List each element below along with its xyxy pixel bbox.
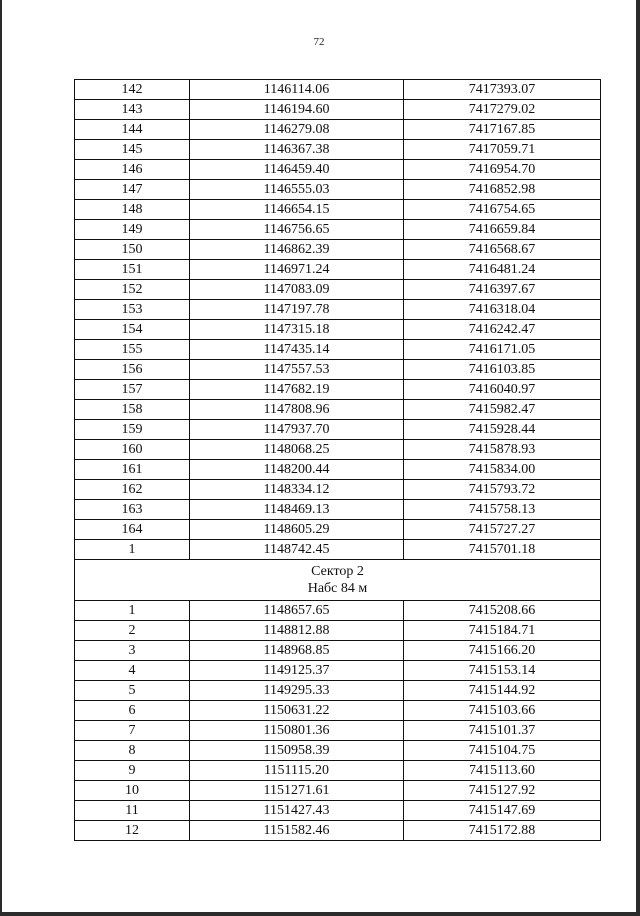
x-coordinate-cell: 1148605.29 — [190, 520, 404, 540]
x-coordinate-cell: 1150631.22 — [190, 701, 404, 721]
x-coordinate-cell: 1147808.96 — [190, 400, 404, 420]
table-row — [75, 460, 601, 480]
point-number-cell: 4 — [75, 661, 190, 681]
table-row — [75, 520, 601, 540]
x-coordinate-cell: 1146459.40 — [190, 160, 404, 180]
y-coordinate-cell: 7416954.70 — [404, 160, 601, 180]
x-coordinate-cell: 1148200.44 — [190, 460, 404, 480]
y-coordinate-cell: 7416242.47 — [404, 320, 601, 340]
table-row — [75, 180, 601, 200]
point-number-cell: 144 — [75, 120, 190, 140]
point-number-cell: 142 — [75, 80, 190, 100]
table-row — [75, 500, 601, 520]
table-row — [75, 260, 601, 280]
point-number-cell: 162 — [75, 480, 190, 500]
point-number-cell: 156 — [75, 360, 190, 380]
x-coordinate-cell: 1148657.65 — [190, 601, 404, 621]
x-coordinate-cell: 1148469.13 — [190, 500, 404, 520]
point-number-cell: 161 — [75, 460, 190, 480]
x-coordinate-cell: 1148812.88 — [190, 621, 404, 641]
point-number-cell: 148 — [75, 200, 190, 220]
table-row — [75, 200, 601, 220]
y-coordinate-cell: 7416171.05 — [404, 340, 601, 360]
y-coordinate-cell: 7415928.44 — [404, 420, 601, 440]
y-coordinate-cell: 7415103.66 — [404, 701, 601, 721]
section-title: Сектор 2 — [311, 564, 364, 579]
y-coordinate-cell: 7416481.24 — [404, 260, 601, 280]
x-coordinate-cell: 1148334.12 — [190, 480, 404, 500]
table-row — [75, 821, 601, 841]
x-coordinate-cell: 1149125.37 — [190, 661, 404, 681]
table-row — [75, 280, 601, 300]
page-number: 72 — [313, 36, 325, 48]
y-coordinate-cell: 7415101.37 — [404, 721, 601, 741]
x-coordinate-cell: 1146654.15 — [190, 200, 404, 220]
y-coordinate-cell: 7415113.60 — [404, 761, 601, 781]
x-coordinate-cell: 1151582.46 — [190, 821, 404, 841]
point-number-cell: 8 — [75, 741, 190, 761]
x-coordinate-cell: 1146971.24 — [190, 260, 404, 280]
table-row — [75, 661, 601, 681]
y-coordinate-cell: 7416568.67 — [404, 240, 601, 260]
table-row — [75, 741, 601, 761]
y-coordinate-cell: 7415166.20 — [404, 641, 601, 661]
x-coordinate-cell: 1147937.70 — [190, 420, 404, 440]
y-coordinate-cell: 7417059.71 — [404, 140, 601, 160]
y-coordinate-cell: 7416318.04 — [404, 300, 601, 320]
table-row — [75, 160, 601, 180]
point-number-cell: 9 — [75, 761, 190, 781]
point-number-cell: 160 — [75, 440, 190, 460]
table-row — [75, 240, 601, 260]
x-coordinate-cell: 1147435.14 — [190, 340, 404, 360]
x-coordinate-cell: 1146279.08 — [190, 120, 404, 140]
point-number-cell: 1 — [75, 601, 190, 621]
table-row — [75, 380, 601, 400]
table-row — [75, 681, 601, 701]
y-coordinate-cell: 7416852.98 — [404, 180, 601, 200]
y-coordinate-cell: 7415758.13 — [404, 500, 601, 520]
table-row — [75, 601, 601, 621]
x-coordinate-cell: 1147682.19 — [190, 380, 404, 400]
y-coordinate-cell: 7415147.69 — [404, 801, 601, 821]
table-row — [75, 80, 601, 100]
point-number-cell: 159 — [75, 420, 190, 440]
point-number-cell: 12 — [75, 821, 190, 841]
x-coordinate-cell: 1151271.61 — [190, 781, 404, 801]
y-coordinate-cell: 7415127.92 — [404, 781, 601, 801]
table-row — [75, 641, 601, 661]
table-row — [75, 721, 601, 741]
point-number-cell: 164 — [75, 520, 190, 540]
point-number-cell: 1 — [75, 540, 190, 560]
table-row — [75, 621, 601, 641]
point-number-cell: 6 — [75, 701, 190, 721]
point-number-cell: 149 — [75, 220, 190, 240]
table-row — [75, 420, 601, 440]
y-coordinate-cell: 7415153.14 — [404, 661, 601, 681]
table-row — [75, 100, 601, 120]
y-coordinate-cell: 7416040.97 — [404, 380, 601, 400]
y-coordinate-cell: 7417279.02 — [404, 100, 601, 120]
point-number-cell: 155 — [75, 340, 190, 360]
x-coordinate-cell: 1146756.65 — [190, 220, 404, 240]
point-number-cell: 146 — [75, 160, 190, 180]
y-coordinate-cell: 7415727.27 — [404, 520, 601, 540]
table-row — [75, 300, 601, 320]
x-coordinate-cell: 1146114.06 — [190, 80, 404, 100]
table-row — [75, 320, 601, 340]
y-coordinate-cell: 7416103.85 — [404, 360, 601, 380]
coordinates-table — [74, 79, 601, 841]
y-coordinate-cell: 7415793.72 — [404, 480, 601, 500]
y-coordinate-cell: 7415104.75 — [404, 741, 601, 761]
table-row — [75, 400, 601, 420]
point-number-cell: 5 — [75, 681, 190, 701]
table-row — [75, 801, 601, 821]
point-number-cell: 11 — [75, 801, 190, 821]
y-coordinate-cell: 7415184.71 — [404, 621, 601, 641]
table-row — [75, 140, 601, 160]
y-coordinate-cell: 7416659.84 — [404, 220, 601, 240]
x-coordinate-cell: 1148968.85 — [190, 641, 404, 661]
section-header-cell — [75, 560, 601, 601]
table-row — [75, 440, 601, 460]
coordinates-table-body-sector-2 — [75, 601, 601, 841]
point-number-cell: 145 — [75, 140, 190, 160]
x-coordinate-cell: 1146194.60 — [190, 100, 404, 120]
point-number-cell: 147 — [75, 180, 190, 200]
point-number-cell: 2 — [75, 621, 190, 641]
table-row — [75, 480, 601, 500]
table-row — [75, 360, 601, 380]
section-header-row — [75, 560, 601, 601]
table-row — [75, 340, 601, 360]
x-coordinate-cell: 1149295.33 — [190, 681, 404, 701]
y-coordinate-cell: 7416397.67 — [404, 280, 601, 300]
y-coordinate-cell: 7415701.18 — [404, 540, 601, 560]
point-number-cell: 158 — [75, 400, 190, 420]
point-number-cell: 154 — [75, 320, 190, 340]
x-coordinate-cell: 1148742.45 — [190, 540, 404, 560]
y-coordinate-cell: 7417167.85 — [404, 120, 601, 140]
point-number-cell: 10 — [75, 781, 190, 801]
x-coordinate-cell: 1148068.25 — [190, 440, 404, 460]
point-number-cell: 150 — [75, 240, 190, 260]
y-coordinate-cell: 7415834.00 — [404, 460, 601, 480]
point-number-cell: 157 — [75, 380, 190, 400]
x-coordinate-cell: 1146555.03 — [190, 180, 404, 200]
x-coordinate-cell: 1151115.20 — [190, 761, 404, 781]
y-coordinate-cell: 7415982.47 — [404, 400, 601, 420]
point-number-cell: 143 — [75, 100, 190, 120]
y-coordinate-cell: 7416754.65 — [404, 200, 601, 220]
x-coordinate-cell: 1147557.53 — [190, 360, 404, 380]
point-number-cell: 151 — [75, 260, 190, 280]
point-number-cell: 163 — [75, 500, 190, 520]
y-coordinate-cell: 7415144.92 — [404, 681, 601, 701]
table-row — [75, 120, 601, 140]
document-page — [2, 0, 636, 912]
table-row — [75, 220, 601, 240]
x-coordinate-cell: 1150958.39 — [190, 741, 404, 761]
x-coordinate-cell: 1147197.78 — [190, 300, 404, 320]
x-coordinate-cell: 1146862.39 — [190, 240, 404, 260]
section-header-group — [75, 560, 601, 601]
point-number-cell: 153 — [75, 300, 190, 320]
section-subtitle: Набс 84 м — [307, 581, 368, 596]
x-coordinate-cell: 1151427.43 — [190, 801, 404, 821]
y-coordinate-cell: 7415172.88 — [404, 821, 601, 841]
point-number-cell: 7 — [75, 721, 190, 741]
y-coordinate-cell: 7415878.93 — [404, 440, 601, 460]
x-coordinate-cell: 1150801.36 — [190, 721, 404, 741]
point-number-cell: 152 — [75, 280, 190, 300]
table-row — [75, 701, 601, 721]
table-row — [75, 540, 601, 560]
x-coordinate-cell: 1147083.09 — [190, 280, 404, 300]
coordinates-table-body-sector-1 — [75, 80, 601, 560]
table-row — [75, 761, 601, 781]
x-coordinate-cell: 1147315.18 — [190, 320, 404, 340]
x-coordinate-cell: 1146367.38 — [190, 140, 404, 160]
y-coordinate-cell: 7417393.07 — [404, 80, 601, 100]
y-coordinate-cell: 7415208.66 — [404, 601, 601, 621]
table-row — [75, 781, 601, 801]
point-number-cell: 3 — [75, 641, 190, 661]
